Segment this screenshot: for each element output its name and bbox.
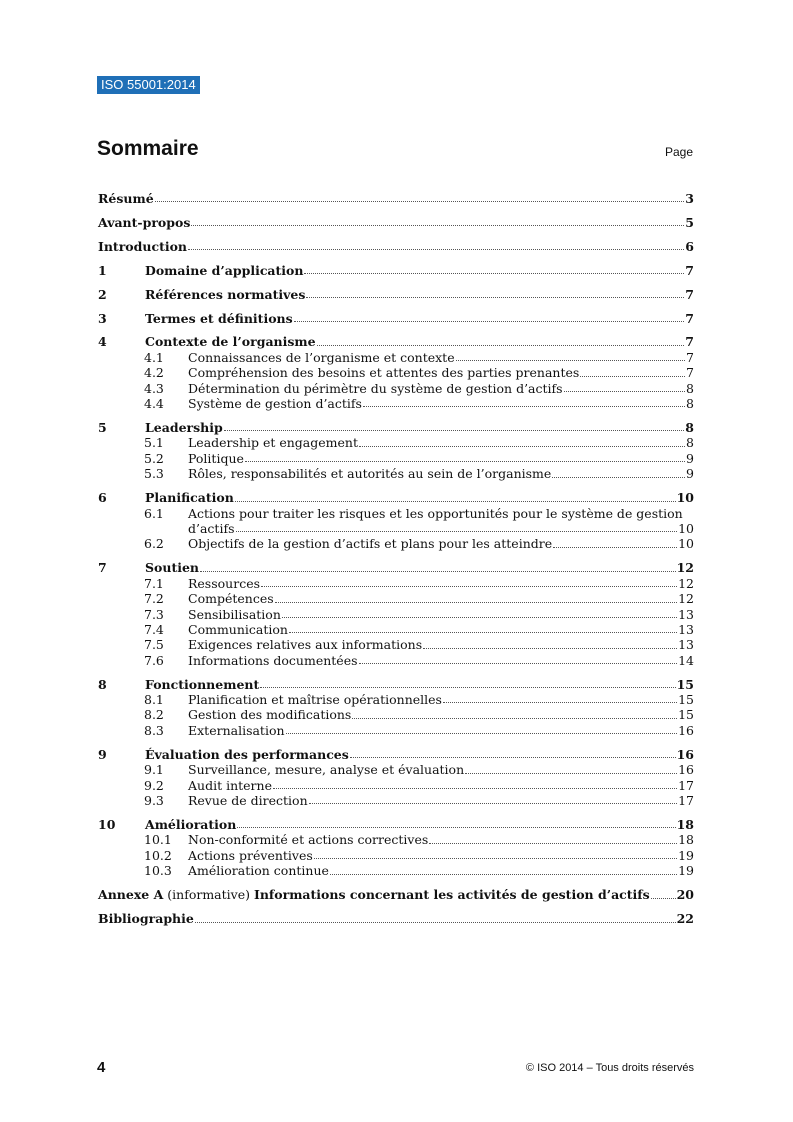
toc-entry-page: 12	[676, 560, 694, 576]
toc-entry-page: 18	[678, 832, 694, 848]
toc-subentry[interactable]	[98, 350, 694, 365]
toc-dot-leader	[261, 586, 677, 587]
toc-subentry[interactable]	[98, 591, 694, 606]
table-of-contents	[98, 182, 694, 927]
toc-entry-page: 7	[686, 365, 694, 381]
toc-subentry[interactable]	[98, 778, 694, 793]
toc-entry-page: 15	[678, 707, 694, 723]
toc-dot-leader	[155, 201, 685, 202]
toc-dot-leader	[352, 718, 677, 719]
toc-entry-label: Rôles, responsabilités et autorités au sein de l’organisme	[188, 466, 552, 482]
toc-entry-label: Leadership	[145, 420, 223, 436]
toc-dot-leader	[306, 297, 684, 298]
toc-entry-number: 7.6	[144, 652, 164, 668]
toc-entry-page: 7	[685, 310, 694, 326]
toc-entry-label: Communication	[188, 621, 288, 637]
toc-entry-number: 8.1	[144, 692, 164, 708]
toc-dot-leader	[235, 501, 676, 502]
toc-entry-label: Termes et définitions	[145, 310, 293, 326]
toc-entry-page: 8	[686, 435, 694, 451]
toc-entry-label: Planification et maîtrise opérationnelles	[188, 692, 442, 708]
toc-entry[interactable]	[98, 677, 694, 692]
toc-entry-number: 4.3	[144, 380, 164, 396]
toc-entry-number: 5.2	[144, 450, 164, 466]
toc-entry[interactable]	[98, 191, 694, 206]
toc-dot-leader	[443, 702, 677, 703]
toc-entry-number: 5.1	[144, 435, 164, 451]
toc-entry[interactable]	[98, 215, 694, 230]
toc-entry-page: 7	[685, 334, 694, 350]
toc-entry-number: 9.3	[144, 793, 164, 809]
toc-dot-leader	[314, 858, 677, 859]
toc-entry-page: 10	[676, 490, 694, 506]
toc-subentry[interactable]	[98, 381, 694, 396]
toc-subentry[interactable]	[98, 832, 694, 847]
toc-entry-page: 5	[685, 214, 694, 230]
toc-entry-label: Soutien	[145, 560, 200, 576]
footer-page-number: 4	[97, 1059, 106, 1076]
toc-entry-page: 12	[678, 575, 694, 591]
toc-subentry[interactable]	[98, 793, 694, 808]
toc-entry-number: 7.4	[144, 621, 164, 637]
toc-entry[interactable]	[98, 817, 694, 832]
toc-dot-leader	[359, 446, 685, 447]
toc-entry-label: Évaluation des performances	[145, 746, 349, 762]
toc-entry-label: Résumé	[98, 190, 154, 206]
toc-entry-label: Leadership et engagement	[188, 435, 358, 451]
document-reference-tag: ISO 55001:2014	[97, 76, 200, 94]
toc-entry-page: 15	[676, 676, 694, 692]
toc-subentry[interactable]	[98, 863, 694, 878]
toc-entry-label: Informations documentées	[188, 652, 358, 668]
toc-subentry[interactable]	[98, 506, 694, 521]
toc-entry-page: 13	[678, 621, 694, 637]
toc-entry-page: 7	[685, 262, 694, 278]
toc-subentry[interactable]	[98, 848, 694, 863]
toc-entry-label: Détermination du périmètre du système de gestion d’actifs	[188, 380, 563, 396]
toc-dot-leader	[275, 602, 677, 603]
toc-entry-page: 20	[676, 887, 694, 903]
toc-entry-page: 16	[676, 746, 694, 762]
toc-entry-page: 7	[686, 349, 694, 365]
toc-entry-number: 4.1	[144, 349, 164, 365]
toc-entry-number: 8	[98, 676, 107, 692]
toc-entry-page: 10	[678, 536, 694, 552]
toc-entry-label: Actions préventives	[188, 847, 313, 863]
toc-subentry[interactable]	[98, 692, 694, 707]
toc-entry-page: 16	[678, 722, 694, 738]
toc-dot-leader	[224, 430, 685, 431]
toc-entry[interactable]	[98, 490, 694, 505]
toc-subentry[interactable]	[98, 762, 694, 777]
toc-entry-label: Exigences relatives aux informations	[188, 637, 423, 653]
toc-entry-page: 15	[678, 692, 694, 708]
toc-entry-number: 9.1	[144, 762, 164, 778]
toc-entry-page: 22	[676, 911, 694, 927]
toc-dot-leader	[236, 531, 678, 532]
toc-dot-leader	[564, 391, 685, 392]
toc-entry-page: 3	[685, 190, 694, 206]
toc-entry-label: Domaine d’application	[145, 262, 304, 278]
toc-entry[interactable]	[98, 420, 694, 435]
toc-entry-number: 4	[98, 334, 107, 350]
toc-dot-leader	[429, 843, 677, 844]
toc-entry-number: 9.2	[144, 777, 164, 793]
toc-entry-page: 16	[678, 762, 694, 778]
page-column-label: Page	[664, 145, 693, 159]
toc-entry-number: 8.2	[144, 707, 164, 723]
toc-entry-label: Politique	[188, 450, 244, 466]
toc-dot-leader	[552, 477, 685, 478]
toc-subentry[interactable]	[98, 451, 694, 466]
toc-entry[interactable]	[98, 263, 694, 278]
toc-entry-number: 7.3	[144, 606, 164, 622]
toc-subentry[interactable]	[98, 653, 694, 668]
toc-entry[interactable]	[98, 887, 694, 902]
footer-copyright: © ISO 2014 – Tous droits réservés	[525, 1062, 694, 1074]
toc-entry-label-continuation: d’actifs	[188, 520, 235, 536]
toc-entry-page: 8	[686, 396, 694, 412]
toc-subentry[interactable]	[98, 622, 694, 637]
toc-dot-leader	[580, 376, 685, 377]
toc-subentry[interactable]	[98, 607, 694, 622]
toc-entry-label: Externalisation	[188, 722, 285, 738]
toc-dot-leader	[245, 461, 685, 462]
toc-subentry[interactable]	[98, 396, 694, 411]
toc-entry-label: Système de gestion d’actifs	[188, 396, 362, 412]
toc-dot-leader	[423, 648, 677, 649]
toc-entry-number: 8.3	[144, 722, 164, 738]
toc-entry-number: 7.1	[144, 575, 164, 591]
toc-dot-leader	[286, 733, 678, 734]
toc-entry-page: 17	[678, 777, 694, 793]
toc-entry-label: Avant-propos	[98, 214, 191, 230]
toc-entry-number: 7.5	[144, 637, 164, 653]
toc-entry-number: 4.2	[144, 365, 164, 381]
toc-dot-leader	[651, 898, 676, 899]
toc-subentry[interactable]	[98, 707, 694, 722]
toc-annex-label: Annexe A	[98, 887, 164, 903]
toc-entry-label: Compréhension des besoins et attentes des parties prenantes	[188, 365, 580, 381]
toc-entry-label: Amélioration	[145, 817, 237, 832]
toc-dot-leader	[294, 321, 685, 322]
toc-entry-label: Non-conformité et actions correctives	[188, 832, 429, 848]
page-title: Sommaire	[97, 137, 199, 160]
toc-dot-leader	[195, 922, 676, 923]
toc-entry-label: Actions pour traiter les risques et les opportunités pour le système de gestion	[188, 505, 683, 521]
toc-entry-page: 17	[678, 793, 694, 809]
toc-entry-page: 8	[686, 380, 694, 396]
toc-entry-page: 9	[686, 466, 694, 482]
toc-entry-page: 19	[678, 863, 694, 879]
toc-entry-page: 19	[678, 847, 694, 863]
toc-entry[interactable]	[98, 287, 694, 302]
toc-entry-label: Ressources	[188, 575, 261, 591]
toc-dot-leader	[289, 632, 677, 633]
toc-entry-page: 8	[685, 420, 694, 436]
toc-entry-label: Références normatives	[145, 286, 306, 302]
toc-entry-number: 10	[98, 817, 116, 832]
toc-entry-page: 10	[678, 520, 694, 536]
toc-dot-leader	[456, 360, 685, 361]
toc-entry-label: Connaissances de l’organisme et contexte	[188, 349, 455, 365]
toc-entry[interactable]	[98, 239, 694, 254]
toc-dot-leader	[309, 803, 677, 804]
toc-dot-leader	[260, 687, 675, 688]
toc-entry-page: 14	[678, 652, 694, 668]
toc-entry-number: 10.2	[144, 847, 172, 863]
toc-dot-leader	[317, 345, 685, 346]
toc-entry-page: 13	[678, 637, 694, 653]
toc-dot-leader	[282, 617, 677, 618]
toc-entry-label: Surveillance, mesure, analyse et évaluation	[188, 762, 465, 778]
toc-entry-number: 1	[98, 262, 107, 278]
toc-entry-label: Amélioration continue	[188, 863, 329, 879]
toc-entry-number: 5.3	[144, 466, 164, 482]
toc-entry[interactable]	[98, 911, 694, 926]
toc-dot-leader	[188, 249, 684, 250]
toc-entry-label: Audit interne	[188, 777, 272, 793]
toc-entry-label: Objectifs de la gestion d’actifs et plans pour les atteindre	[188, 536, 553, 552]
toc-entry-number: 5	[98, 420, 107, 436]
toc-subentry[interactable]	[98, 435, 694, 450]
toc-dot-leader	[191, 225, 684, 226]
toc-dot-leader	[363, 406, 685, 407]
toc-entry-label: Gestion des modifications	[188, 707, 352, 723]
toc-dot-leader	[330, 874, 677, 875]
toc-subentry[interactable]	[98, 576, 694, 591]
toc-entry-page: 7	[685, 286, 694, 302]
toc-entry-number: 6.2	[144, 536, 164, 552]
toc-entry-number: 7.2	[144, 591, 164, 607]
toc-entry-page: 13	[678, 606, 694, 622]
toc-dot-leader	[359, 663, 678, 664]
toc-dot-leader	[465, 773, 677, 774]
toc-annex-title: Informations concernant les activités de gestion d’actifs	[253, 887, 650, 903]
toc-entry-page: 9	[686, 450, 694, 466]
toc-subentry[interactable]	[98, 365, 694, 380]
toc-entry-number: 6.1	[144, 505, 164, 521]
toc-dot-leader	[273, 788, 677, 789]
toc-entry-label: Introduction	[98, 238, 188, 254]
toc-entry-number: 9	[98, 746, 107, 762]
toc-dot-leader	[553, 547, 677, 548]
toc-entry-page: 12	[678, 591, 694, 607]
toc-entry-number: 2	[98, 286, 107, 302]
toc-subentry[interactable]	[98, 723, 694, 738]
toc-annex-type: (informative)	[163, 887, 254, 903]
toc-entry-label: Revue de direction	[188, 793, 308, 809]
toc-entry-label: Planification	[145, 490, 234, 506]
toc-dot-leader	[350, 757, 676, 758]
toc-entry-label	[98, 887, 650, 902]
toc-entry-page: 6	[685, 238, 694, 254]
toc-subentry[interactable]	[98, 536, 694, 551]
toc-entry[interactable]	[98, 747, 694, 762]
toc-entry-number: 10.1	[144, 832, 172, 848]
toc-dot-leader	[237, 827, 675, 828]
toc-entry-label: Compétences	[188, 591, 274, 607]
toc-entry-label: Sensibilisation	[188, 606, 281, 622]
toc-subentry[interactable]	[98, 637, 694, 652]
toc-dot-leader	[200, 571, 676, 572]
toc-entry-number: 7	[98, 560, 107, 576]
toc-entry-number: 6	[98, 490, 107, 506]
toc-entry[interactable]	[98, 311, 694, 326]
toc-entry-page: 18	[676, 817, 694, 832]
toc-subentry[interactable]	[98, 466, 694, 481]
toc-entry[interactable]	[98, 560, 694, 575]
toc-entry-label: Fonctionnement	[145, 676, 260, 692]
toc-entry-label: Bibliographie	[98, 911, 194, 927]
toc-entry[interactable]	[98, 335, 694, 350]
toc-entry-number: 4.4	[144, 396, 164, 412]
toc-subentry-continuation[interactable]	[98, 521, 694, 536]
toc-entry-number: 10.3	[144, 863, 172, 879]
toc-entry-label: Contexte de l’organisme	[145, 334, 316, 350]
toc-dot-leader	[304, 273, 684, 274]
toc-entry-number: 3	[98, 310, 107, 326]
